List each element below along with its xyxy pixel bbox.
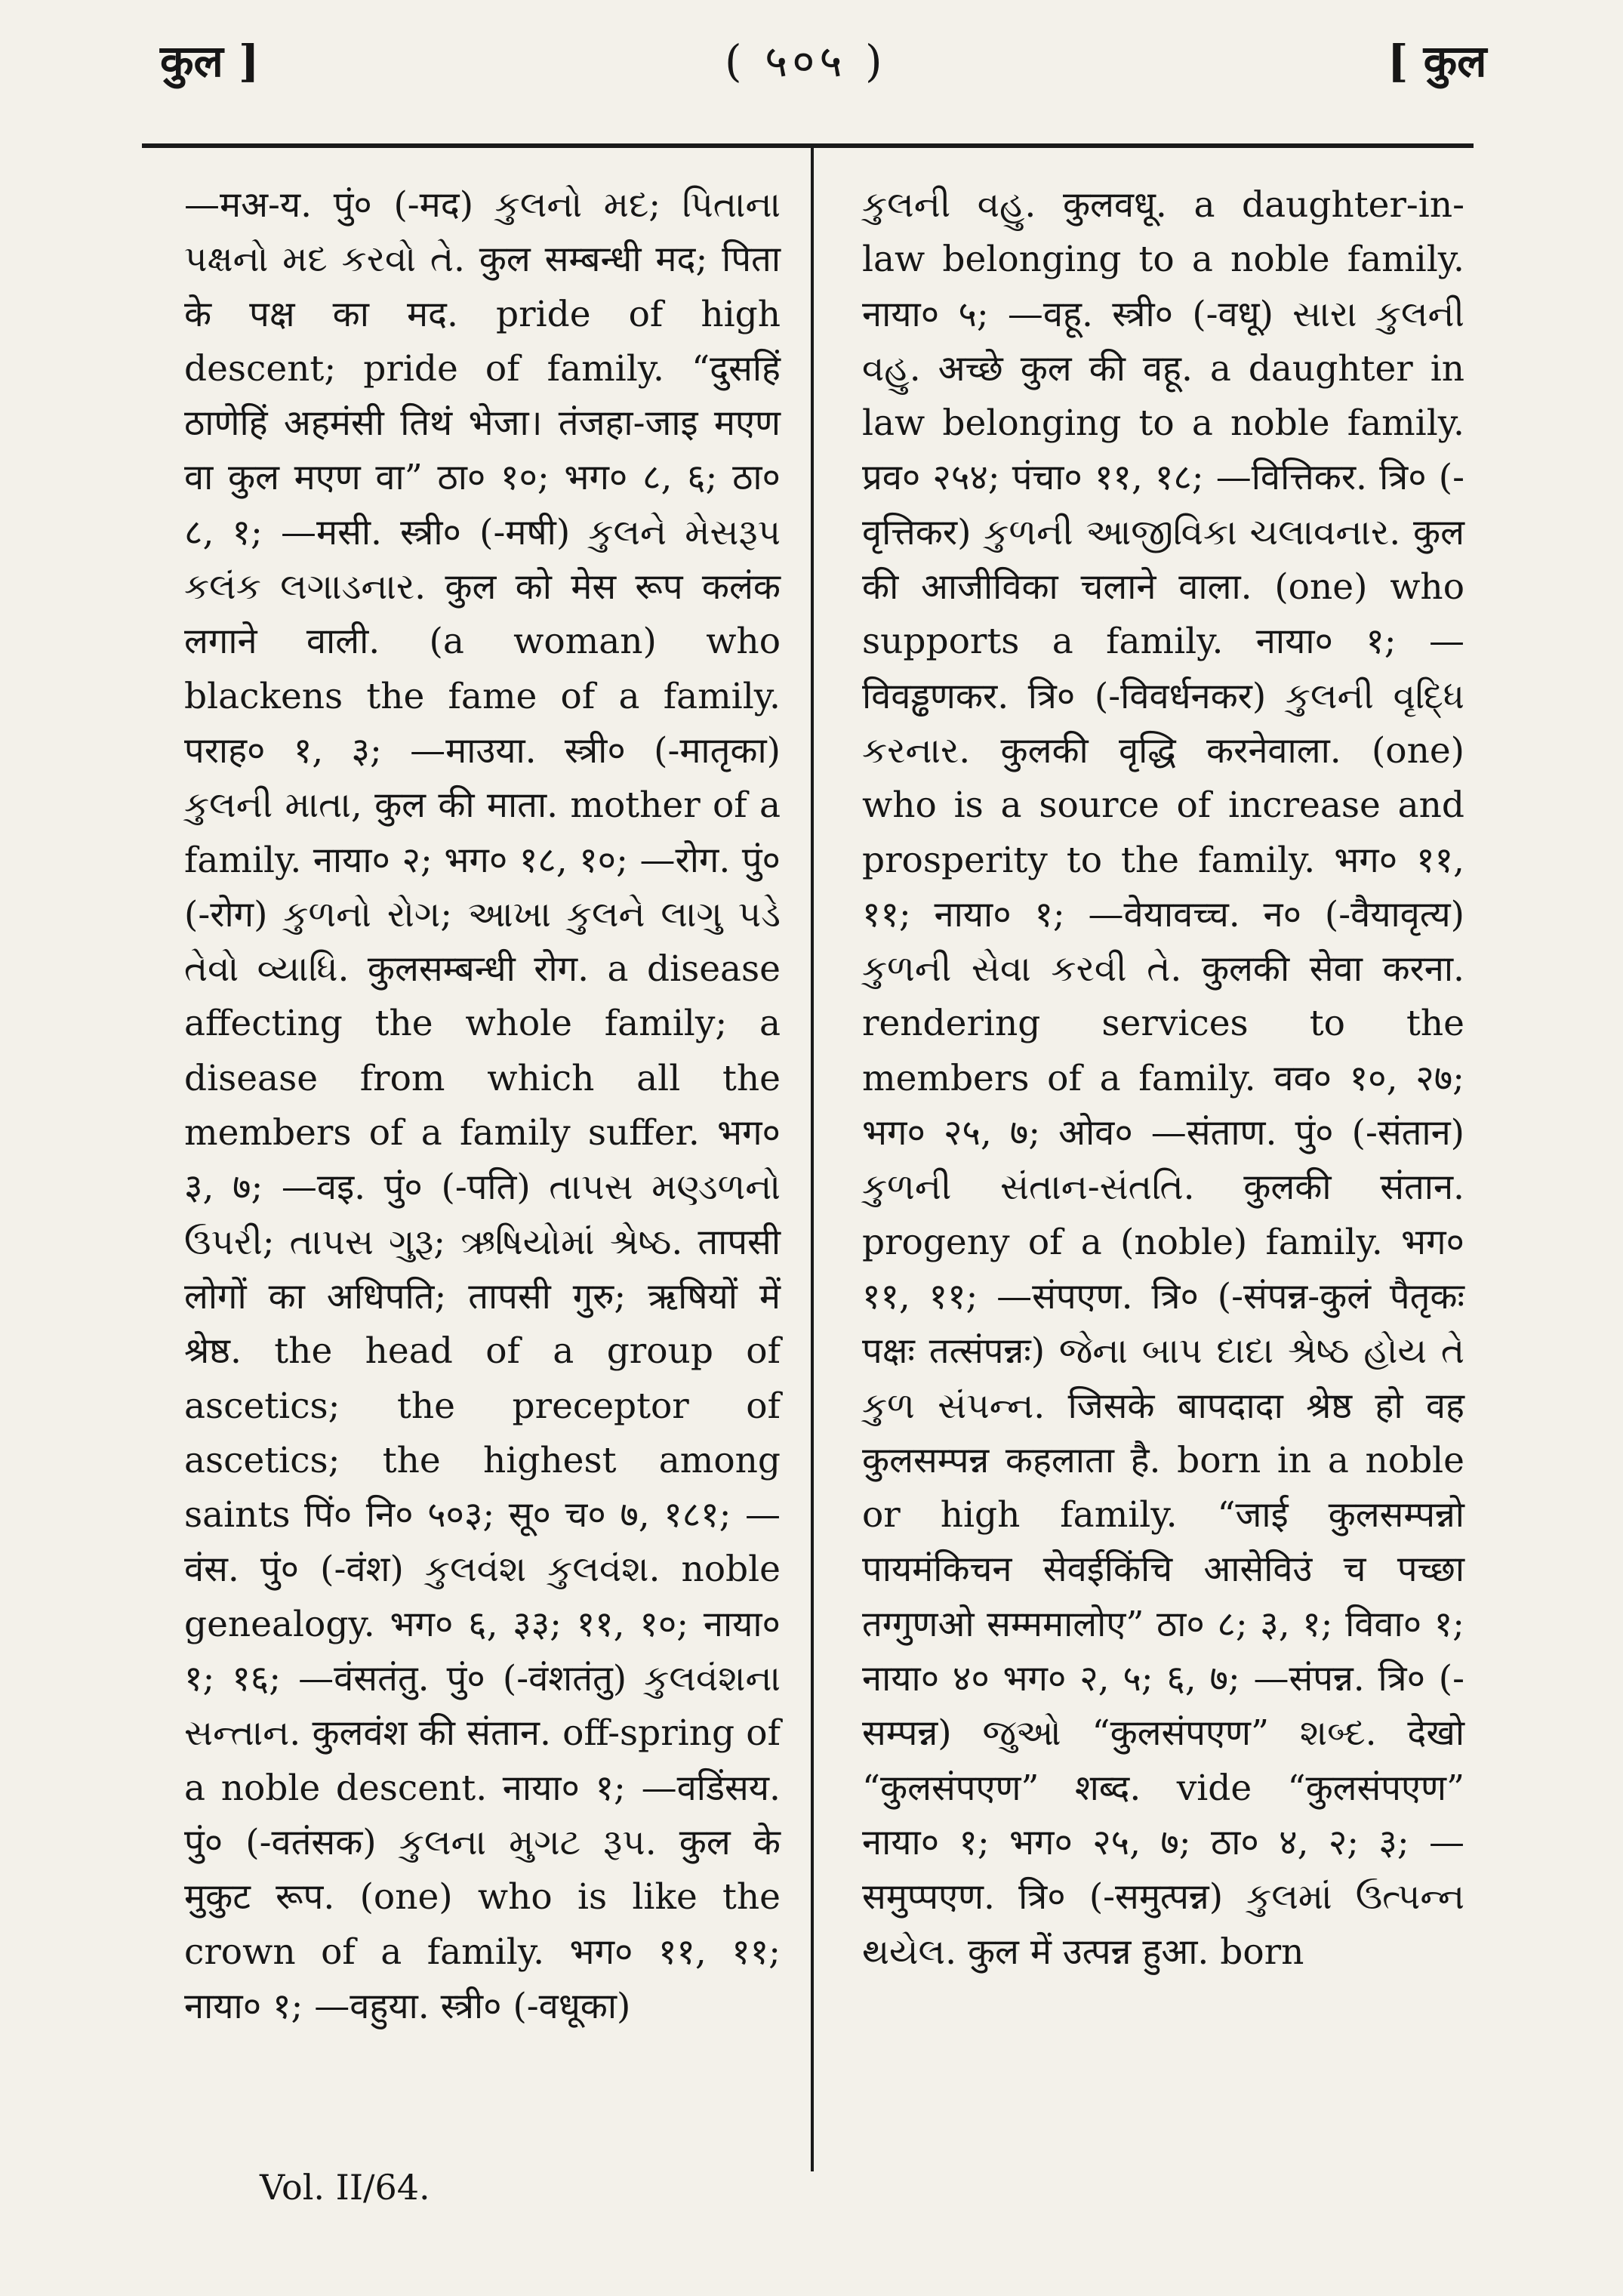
header-left-guide-word: कुल ] xyxy=(160,35,260,87)
column-divider xyxy=(811,148,814,2171)
left-column xyxy=(184,178,781,2034)
page-number: ( ५०५ ) xyxy=(725,35,887,87)
right-column xyxy=(862,178,1464,1980)
volume-footer: Vol. II/64. xyxy=(260,2167,430,2208)
left-column-text: —मअ-य. पुं० (-मद) કુલનો મદ; પિતાના પક્ષનો મદ કરવો તે. कुल सम्बन्धी मद; पिता के पक्ष का मद. pride of high descent; pride of family. “दुसहिं ठाणेहिं अहमंसी तिथं भेजा। तंजहा-जाइ मएण वा कुल मएण वा” ठा० १०; भग० ८, ६; ठा० ८, १; —मसी. स्त्री० (-मषी) કુલને મેસરૂપ કલંક લગાડનાર. कुल को मेस रूप कलंक लगाने वाली. (a woman) who blackens the fame of a family. पराह० १, ३; —माउया. स्त्री० (-मातृका) કુલની માતા, कुल की माता. mother of a family. नाया० २; भग० १८, १०; —रोग. पुं० (-रोग) કુળનો રોગ; આખા કુલને લાગુ પડે તેવો વ્યાધિ. कुलसम्बन्धी रोग. a disease affecting the whole family; a disease from which all the members of a family suffer. भग० ३, ७; —वइ. पुं० (-पति) તાપસ મણ્ડળનો ઉપરી; તાપસ ગુરૂ; ઋષિયોમાં શ્રેષ્ઠ. तापसी लोगों का अधिपति; तापसी गुरु; ऋषियों में श्रेष्ठ. the head of a group of ascetics; the preceptor of ascetics; the highest among saints पिं० नि० ५०३; सू० च० ७, १८१; —वंस. पुं० (-वंश) કુલવંશ કુલવંશ. noble genealogy. भग० ६, ३३; ११, १०; नाया० १; १६; —वंसतंतु. पुं० (-वंशतंतु) કુલવંશના સન્તાન. कुलवंश की संतान. off-spring of a noble descent. नाया० १; —वडिंसय. पुं० (-वतंसक) કુલના મુગટ રૂપ. कुल के मुकुट रूप. (one) who is like the crown of a family. भग० ११, ११; नाया० १; —वहुया. स्त्री० (-वधूका) xyxy=(184,184,781,2027)
header-right-guide-word: [ कुल xyxy=(1387,35,1487,87)
right-column-text: કુલની વહુ. कुलवधू. a daughter-in-law belonging to a noble family. नाया० ५; —वहू. स्त्री० (-वधू) સારા કુલની વહુ. अच्छे कुल की वहू. a daughter in law belonging to a noble family. प्रव० २५४; पंचा० ११, १८; —वित्तिकर. त्रि० (-वृत्तिकर) કુળની આજીવિકા ચલાવનાર. कुल की आजीविका चलाने वाला. (one) who supports a family. नाया० १; —विवड्ढणकर. त्रि० (-विवर्धनकर) કુલની વૃદ્ધિ કરનાર. कुलकी वृद्धि करनेवाला. (one) who is a source of increase and prosperity to the family. भग० ११, ११; नाया० १; —वेयावच्च. न० (-वैयावृत्य) કુળની સેવા કરવી તે. कुलकी सेवा करना. rendering services to the members of a family. वव० १०, २७; भग० २५, ७; ओव० —संताण. पुं० (-संतान) કુળની સંતાન-સંતતિ. कुलकी संतान. progeny of a (noble) family. भग० ११, ११; —संपएण. त्रि० (-संपन्न-कुलं पैतृकः पक्षः तत्संपन्नः) જેના બાપ દાદા શ્રેષ્ઠ હોય તે કુળ સંપન્ન. जिसके बापदादा श्रेष्ठ हो वह कुलसम्पन्न कहलाता है. born in a noble or high family. “जाई कुलसम्पन्नो पायमंकिचन सेवईकिंचि आसेविउं च पच्छा तग्गुणओ सम्ममालोए” ठा० ८; ३, १; विवा० १; नाया० ४० भग० २, ५; ६, ७; —संपन्न. त्रि० (-सम्पन्न) જુઓ “कुलसंपएण” શબ્દ. देखो “कुलसंपएण” शब्द. vide “कुलसंपएण” नाया० १; भग० २५, ७; ठा० ४, २; ३; —समुप्पएण. त्रि० (-समुत्पन्न) કુલમાં ઉત્પન્ન થયેલ. कुल में उत्पन्न हुआ. born xyxy=(862,184,1464,1973)
header-rule xyxy=(142,143,1474,148)
